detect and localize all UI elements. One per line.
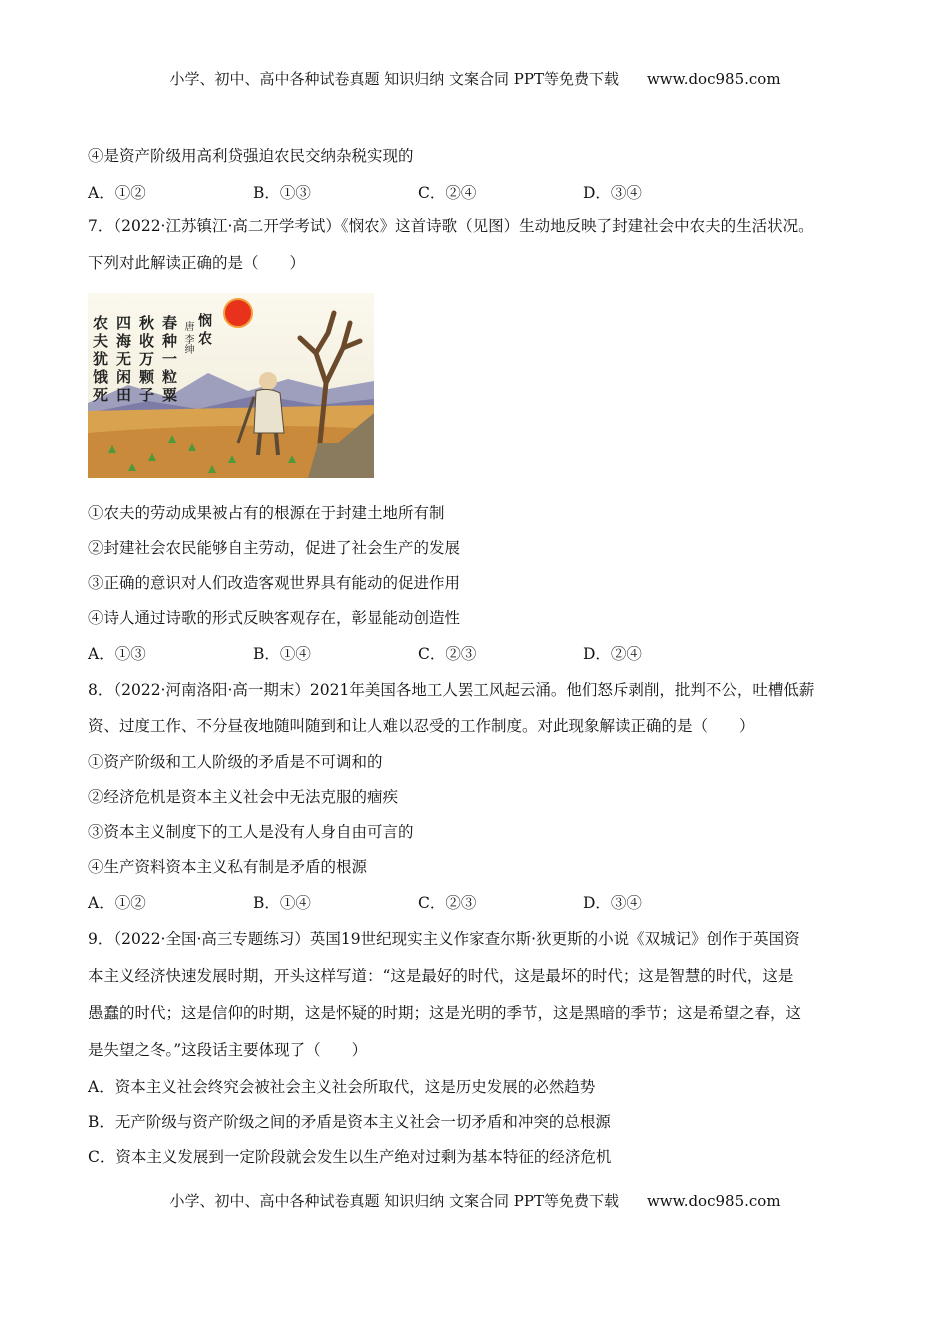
q9-option-c: C．资本主义发展到一定阶段就会发生以生产绝对过剩为基本特征的经济危机 xyxy=(88,1148,612,1166)
q8-stem-line2: 资、过度工作、不分昼夜地随叫随到和让人难以忍受的工作制度。对此现象解读正确的是（ ） xyxy=(88,717,755,735)
q6-option-b: B．①③ xyxy=(253,184,311,202)
q6-option-a: A．①② xyxy=(88,184,146,202)
header-site: www.doc985.com xyxy=(646,70,781,88)
q7-statement-1: ①农夫的劳动成果被占有的根源在于封建土地所有制 xyxy=(88,504,445,522)
q6-options xyxy=(88,181,708,201)
footer-site: www.doc985.com xyxy=(646,1192,781,1210)
q8-option-c: C．②③ xyxy=(418,894,477,912)
q7-stem-line2: 下列对此解读正确的是（ ） xyxy=(88,254,306,272)
q7-option-b: B．①④ xyxy=(253,645,311,663)
page-header xyxy=(0,68,950,89)
q9-stem-line4: 是失望之冬。”这段话主要体现了（ ） xyxy=(88,1041,368,1059)
poem-column-1: 春种一粒粟 xyxy=(160,315,178,405)
poem-illustration xyxy=(88,293,374,478)
footer-text: 小学、初中、高中各种试卷真题 知识归纳 文案合同 PPT等免费下载 xyxy=(169,1192,619,1210)
q7-statement-4: ④诗人通过诗歌的形式反映客观存在，彰显能动创造性 xyxy=(88,609,461,627)
poem-text xyxy=(90,315,180,405)
q8-statement-2: ②经济危机是资本主义社会中无法克服的痼疾 xyxy=(88,788,399,806)
q8-option-b: B．①④ xyxy=(253,894,311,912)
q8-stem-line1: 8．（2022·河南洛阳·高一期末）2021年美国各地工人罢工风起云涌。他们怒斥剥削，批判不公，吐槽低薪 xyxy=(88,681,815,699)
poem-column-4: 农夫犹饿死 xyxy=(91,315,109,405)
q7-statement-3: ③正确的意识对人们改造客观世界具有能动的促进作用 xyxy=(88,574,461,592)
q9-option-b: B．无产阶级与资产阶级之间的矛盾是资本主义社会一切矛盾和冲突的总根源 xyxy=(88,1113,611,1131)
page-footer xyxy=(0,1190,950,1211)
header-text: 小学、初中、高中各种试卷真题 知识归纳 文案合同 PPT等免费下载 xyxy=(169,70,619,88)
q7-options xyxy=(88,642,708,662)
q7-statement-2: ②封建社会农民能够自主劳动，促进了社会生产的发展 xyxy=(88,539,461,557)
q7-stem-line1: 7．（2022·江苏镇江·高二开学考试）《悯农》这首诗歌（见图）生动地反映了封建社会中农夫的生活状况。 xyxy=(88,217,814,235)
poem-column-2: 秋收万颗子 xyxy=(137,315,155,405)
q9-stem-line1: 9．（2022·全国·高三专题练习）英国19世纪现实主义作家查尔斯·狄更斯的小说《双城记》创作于英国资 xyxy=(88,930,800,948)
poem-author: 唐 李绅 xyxy=(182,321,193,355)
q9-stem-line3: 愚蠢的时代；这是信仰的时期，这是怀疑的时期；这是光明的季节，这是黑暗的季节；这是希望之春，这 xyxy=(88,1004,802,1022)
q8-option-a: A．①② xyxy=(88,894,146,912)
q7-option-c: C．②③ xyxy=(418,645,477,663)
sun-icon xyxy=(224,299,252,327)
poem-title: 悯农 xyxy=(196,313,212,349)
poem-column-3: 四海无闲田 xyxy=(114,315,132,405)
q8-statement-3: ③资本主义制度下的工人是没有人身自由可言的 xyxy=(88,823,414,841)
q8-option-d: D．③④ xyxy=(583,894,642,912)
q7-option-a: A．①③ xyxy=(88,645,146,663)
q9-option-a: A．资本主义社会终究会被社会主义社会所取代，这是历史发展的必然趋势 xyxy=(88,1078,596,1096)
q6-option-d: D．③④ xyxy=(583,184,642,202)
q8-options xyxy=(88,891,708,911)
q6-option-c: C．②④ xyxy=(418,184,477,202)
q8-statement-4: ④生产资料资本主义私有制是矛盾的根源 xyxy=(88,858,368,876)
q8-statement-1: ①资产阶级和工人阶级的矛盾是不可调和的 xyxy=(88,753,383,771)
q7-option-d: D．②④ xyxy=(583,645,642,663)
q6-statement-4: ④是资产阶级用高利贷强迫农民交纳杂税实现的 xyxy=(88,147,414,165)
q9-stem-line2: 本主义经济快速发展时期，开头这样写道：“这是最好的时代，这是最坏的时代；这是智慧的时代，这是 xyxy=(88,967,794,985)
